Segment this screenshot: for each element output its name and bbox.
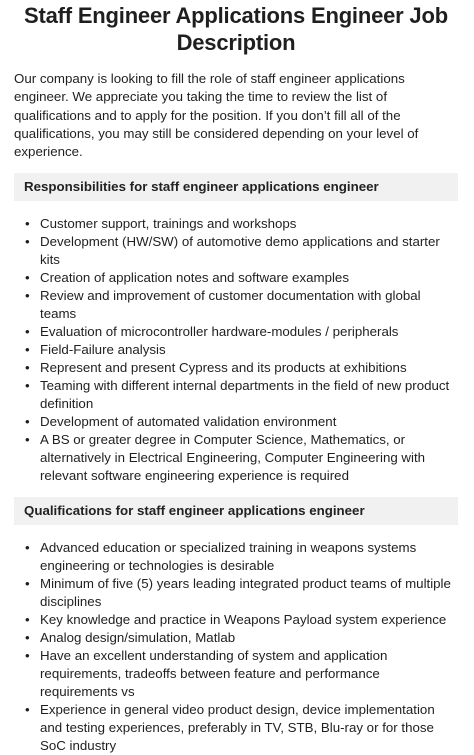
list-item: [14, 323, 458, 341]
bullet-icon: •: [25, 234, 30, 250]
bullet-icon: •: [25, 648, 30, 664]
list-item: [14, 701, 458, 755]
list-item-text: Minimum of five (5) years leading integrated product teams of multiple disciplines: [40, 576, 451, 610]
bullet-icon: •: [25, 432, 30, 448]
bullet-icon: •: [25, 324, 30, 340]
list-item-text: Have an excellent understanding of system and application requirements, tradeoffs between feature and performance requirements vs: [40, 648, 388, 700]
bullet-icon: •: [25, 378, 30, 394]
list-item: [14, 413, 458, 431]
responsibilities-list: [14, 215, 458, 485]
list-item-text: Field-Failure analysis: [40, 342, 166, 358]
list-item: [14, 341, 458, 359]
list-item: [14, 611, 458, 629]
list-item: [14, 233, 458, 269]
list-item-text: Development (HW/SW) of automotive demo applications and starter kits: [40, 234, 440, 268]
bullet-icon: •: [25, 576, 30, 592]
responsibilities-heading: Responsibilities for staff engineer applications engineer: [14, 173, 458, 201]
list-item: [14, 629, 458, 647]
page-title: Staff Engineer Applications Engineer Job Description: [24, 3, 448, 55]
bullet-icon: •: [25, 630, 30, 646]
bullet-icon: •: [25, 216, 30, 232]
list-item-text: A BS or greater degree in Computer Science, Mathematics, or alternatively in Electrical Engineering, Computer Engineering with relevant software engineering experience is required: [40, 432, 426, 484]
intro-paragraph: Our company is looking to fill the role of staff engineer applications engineer. We appreciate you taking the time to review the list of qualifications and to apply for the position. If you don’t fill all of the qualifications, you may still be considered depending on your level of experience.: [14, 71, 419, 160]
bullet-icon: •: [25, 702, 30, 718]
bullet-icon: •: [25, 540, 30, 556]
bullet-icon: •: [25, 288, 30, 304]
list-item: [14, 647, 458, 701]
list-item: [14, 539, 458, 575]
list-item-text: Customer support, trainings and workshops: [40, 216, 297, 232]
list-item: [14, 377, 458, 413]
list-item-text: Evaluation of microcontroller hardware-modules / peripherals: [40, 324, 399, 340]
list-item-text: Represent and present Cypress and its products at exhibitions: [40, 360, 407, 376]
bullet-icon: •: [25, 612, 30, 628]
list-item: [14, 287, 458, 323]
bullet-icon: •: [25, 270, 30, 286]
qualifications-heading: Qualifications for staff engineer applications engineer: [14, 497, 458, 525]
list-item: [14, 431, 458, 485]
list-item: [14, 215, 458, 233]
list-item-text: Review and improvement of customer documentation with global teams: [40, 288, 421, 322]
bullet-icon: •: [25, 360, 30, 376]
list-item-text: Advanced education or specialized training in weapons systems engineering or technologies is desirable: [40, 540, 417, 574]
bullet-icon: •: [25, 414, 30, 430]
list-item: [14, 575, 458, 611]
list-item-text: Creation of application notes and software examples: [40, 270, 349, 286]
list-item-text: Analog design/simulation, Matlab: [40, 630, 236, 646]
list-item: [14, 269, 458, 287]
list-item-text: Key knowledge and practice in Weapons Payload system experience: [40, 612, 447, 628]
list-item-text: Teaming with different internal departments in the field of new product definition: [40, 378, 450, 412]
list-item: [14, 359, 458, 377]
qualifications-list: [14, 539, 458, 755]
list-item-text: Experience in general video product design, device implementation and testing experiences, preferably in TV, STB, Blu-ray or for those SoC industry: [40, 702, 435, 754]
list-item-text: Development of automated validation environment: [40, 414, 337, 430]
bullet-icon: •: [25, 342, 30, 358]
